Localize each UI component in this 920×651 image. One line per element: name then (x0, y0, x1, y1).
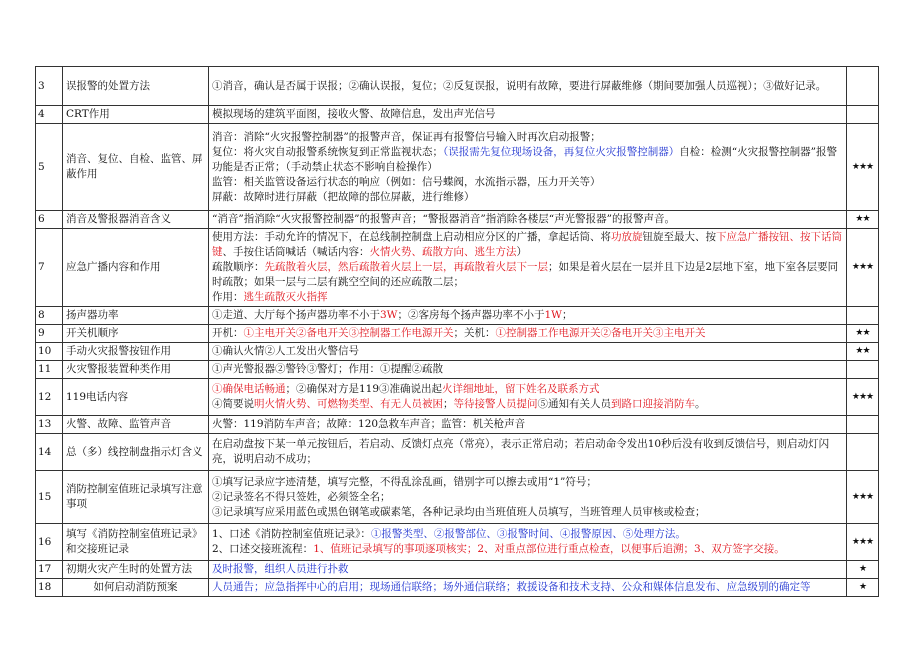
content-line (212, 344, 843, 359)
row-number: 18 (36, 579, 63, 597)
content-line (212, 417, 843, 432)
highlighted-text: （误报需先复位现场设备，再复位火灾报警控制器） (443, 145, 680, 158)
content-line (212, 230, 843, 260)
highlighted-text: 人员通告；应急指挥中心的启用；现场通信联络；场外通信联络；救援设备和技术支持、公众和媒体信息发布、应急级别的确定等 (212, 581, 811, 593)
table-row (36, 124, 879, 211)
row-title: CRT作用 (63, 106, 209, 124)
table-row (36, 579, 879, 597)
highlighted-text: 到路口迎接消防车 (611, 398, 695, 410)
content-line (212, 175, 843, 190)
highlighted-text: 火详细地址，留下姓名及联系方式 (442, 383, 600, 395)
row-title: 填写《消防控制室值班记录》和交接班记录 (63, 524, 209, 561)
table-row (36, 229, 879, 307)
table-row (36, 361, 879, 379)
importance-stars: ★★★ (847, 379, 879, 416)
row-content (209, 524, 847, 561)
row-number: 8 (36, 307, 63, 325)
content-text: ；如果是着火层在一层并且下边是2层地下室，地下室各层要同时疏散；如果一层与二层有跳空空间的还应疏散二层； (212, 261, 839, 288)
importance-stars (847, 361, 879, 379)
table-row (36, 561, 879, 579)
importance-stars (847, 434, 879, 471)
content-line (212, 490, 843, 505)
highlighted-text: ①主电开关②备电开关③控制器工作电源开关 (243, 327, 454, 339)
content-line (212, 527, 843, 542)
row-content (209, 325, 847, 343)
content-text: ①确认火情②人工发出火警信号 (212, 345, 359, 357)
highlighted-text: 1W (544, 309, 562, 321)
highlighted-text: ①报警类型、②报警部位、③报警时间、④报警原因、⑤处理方法。 (370, 528, 686, 540)
row-title: 扬声器功率 (63, 307, 209, 325)
row-title: 误报警的处置方法 (63, 67, 209, 106)
content-line (212, 437, 843, 467)
table-row (36, 307, 879, 325)
content-text: ③记录填写应采用蓝色或黑色钢笔或碳素笔，各种记录均由当班值班人员填写，当班管理人员审核或检查； (212, 505, 706, 518)
content-text: 疏散顺序： (212, 261, 265, 273)
content-line (212, 397, 843, 412)
content-text: “消音”指消除“火灾报警控制器”的报警声音；“警报器消音”指消除各楼层“声光警报器”的报警声音。 (212, 213, 675, 225)
row-content (209, 471, 847, 524)
row-title: 消音、复位、自检、监管、屏蔽作用 (63, 124, 209, 211)
content-line (212, 505, 843, 520)
row-number: 5 (36, 124, 63, 211)
row-content (209, 211, 847, 229)
content-text: ） (516, 246, 527, 258)
table-row (36, 325, 879, 343)
content-text: ②记录签名不得只签姓，必须签全名； (212, 490, 391, 503)
row-title: 119电话内容 (63, 379, 209, 416)
row-number: 10 (36, 343, 63, 361)
importance-stars: ★★ (847, 325, 879, 343)
row-content (209, 124, 847, 211)
importance-stars: ★★★ (847, 471, 879, 524)
row-number: 17 (36, 561, 63, 579)
row-title: 手动火灾报警按钮作用 (63, 343, 209, 361)
content-line (212, 562, 843, 577)
table-row (36, 343, 879, 361)
row-content (209, 106, 847, 124)
content-text: 消音：消除“火灾报警控制器”的报警声音，保证再有报警信号输入时再次启动报警； (212, 130, 601, 143)
highlighted-text: ①控制器工作电源开关②备电开关③主电开关 (495, 327, 706, 339)
row-content (209, 67, 847, 106)
table-row (36, 524, 879, 561)
row-number: 13 (36, 416, 63, 434)
row-number: 14 (36, 434, 63, 471)
highlighted-text: 及时报警，组织人员进行扑救 (212, 563, 349, 575)
row-title: 初期火灾产生时的处置方法 (63, 561, 209, 579)
row-content (209, 343, 847, 361)
content-text: 在启动盘按下某一单元按钮后，若启动、反馈灯点亮（常亮），表示正常启动；若启动命令发出10秒后没有收到反馈信号，则启动灯闪亮，说明启动不成功； (212, 438, 830, 465)
content-line (212, 79, 843, 94)
table-row (36, 211, 879, 229)
safety-knowledge-table (35, 66, 879, 597)
table-row (36, 434, 879, 471)
content-text: ①消音，确认是否属于误报；②确认误报，复位；②反复误报，说明有故障，要进行屏蔽维修（期间要加强人员巡视）；③做好记录。 (212, 79, 827, 92)
content-text: 模拟现场的建筑平面图，接收火警、故障信息，发出声光信号 (212, 108, 496, 120)
content-line (212, 475, 843, 490)
importance-stars (847, 307, 879, 325)
highlighted-text: 明火情火势、可燃物类型、有无人员被困 (254, 398, 443, 410)
table-row (36, 379, 879, 416)
content-line (212, 290, 843, 305)
row-title: 消音及警报器消音含义 (63, 211, 209, 229)
content-line (212, 308, 843, 323)
content-line (212, 145, 843, 175)
content-line (212, 382, 843, 397)
table-row (36, 106, 879, 124)
content-text: ；②客房每个扬声器功率不小于 (397, 309, 545, 321)
content-text: 2、口述交接班流程： (212, 543, 314, 555)
content-text: ①声光警报器②警铃③警灯；作用：①提醒②疏散 (212, 363, 443, 375)
row-number: 7 (36, 229, 63, 307)
row-content (209, 416, 847, 434)
importance-stars: ★ (847, 561, 879, 579)
content-text: ④简要说 (212, 398, 254, 410)
importance-stars: ★★★ (847, 524, 879, 561)
content-text: ； (561, 309, 573, 321)
row-number: 3 (36, 67, 63, 106)
content-line (212, 107, 843, 122)
content-line (212, 190, 843, 205)
content-line (212, 130, 843, 145)
highlighted-text: 3W (380, 309, 398, 321)
content-text: ①填写记录应字迹清楚，填写完整，不得乱涂乱画，错别字可以擦去或用“1”符号； (212, 475, 597, 488)
row-number: 6 (36, 211, 63, 229)
row-content (209, 361, 847, 379)
highlighted-text: 下应急广播按钮、按下话筒键 (212, 231, 842, 258)
importance-stars: ★★ (847, 343, 879, 361)
importance-stars: ★★★ (847, 229, 879, 307)
table-row (36, 67, 879, 106)
row-content (209, 379, 847, 416)
table-row (36, 416, 879, 434)
content-text: ①走道、大厅每个扬声器功率不小于 (212, 309, 380, 321)
row-number: 12 (36, 379, 63, 416)
highlighted-text: 逃生疏散灭火指挥 (243, 291, 328, 303)
content-text: ；②确保对方是119③准确说出起 (285, 383, 443, 395)
content-text: 钮旋至最大、按 (642, 231, 716, 243)
row-number: 15 (36, 471, 63, 524)
content-line (212, 362, 843, 377)
row-content (209, 561, 847, 579)
content-line (212, 326, 843, 341)
content-text: ⑤通知有关人员 (537, 398, 611, 410)
row-number: 11 (36, 361, 63, 379)
content-text: 监管：相关监管设备运行状态的响应（例如：信号蝶阀，水流指示器，压力开关等） (212, 175, 601, 188)
row-content (209, 579, 847, 597)
content-line (212, 212, 843, 227)
row-title: 开关机顺序 (63, 325, 209, 343)
row-title: 应急广播内容和作用 (63, 229, 209, 307)
content-text: 使用方法：手动允许的情况下，在总线制控制盘上启动相应分区的广播，拿起话筒、将 (212, 231, 611, 243)
content-text: 屏蔽：故障时进行屏蔽（把故障的部位屏蔽，进行维修） (212, 190, 475, 203)
content-text: 、手按住话筒喊话（喊话内容： (222, 246, 370, 258)
highlighted-text: 功放旋 (611, 231, 643, 243)
importance-stars (847, 106, 879, 124)
row-title: 如何启动消防预案 (63, 579, 209, 597)
content-text: 作用： (212, 291, 244, 303)
row-number: 9 (36, 325, 63, 343)
row-content (209, 434, 847, 471)
highlighted-text: 1、值班记录填写的事项逐项核实；2、对重点部位进行重点检查，以便事后追溯；3、双方签字交接。 (313, 543, 785, 555)
importance-stars (847, 416, 879, 434)
row-title: 消防控制室值班记录填写注意事项 (63, 471, 209, 524)
highlighted-text: 等待接警人员提问 (453, 398, 538, 410)
importance-stars: ★ (847, 579, 879, 597)
content-text: 。 (695, 398, 706, 410)
content-text: ；关机： (453, 327, 496, 339)
content-text: 自检：检测“火灾报警控制器”报警功能是否正常；（手动禁止状态不影响自检操作） (212, 145, 837, 173)
row-content (209, 307, 847, 325)
content-text: 开机： (212, 327, 244, 339)
content-line (212, 260, 843, 290)
row-title: 火警、故障、监管声音 (63, 416, 209, 434)
importance-stars: ★★★ (847, 124, 879, 211)
row-number: 16 (36, 524, 63, 561)
row-title: 火灾警报装置种类作用 (63, 361, 209, 379)
highlighted-text: 火情火势、疏散方向、逃生方法 (369, 246, 517, 258)
content-text: ； (443, 398, 454, 410)
content-line (212, 580, 843, 595)
row-number: 4 (36, 106, 63, 124)
content-text: 火警：119消防车声音；故障：120急救车声音；监管：机关枪声音 (212, 418, 526, 430)
highlighted-text: ①确保电话畅通 (212, 383, 286, 395)
importance-stars: ★★ (847, 211, 879, 229)
content-text: 复位：将火灾自动报警系统恢复到正常监视状态； (212, 145, 443, 158)
content-text: 1、口述《消防控制室值班记录》： (212, 528, 371, 540)
row-title: 总（多）线控制盘指示灯含义 (63, 434, 209, 471)
content-line (212, 542, 843, 557)
table-row (36, 471, 879, 524)
row-content (209, 229, 847, 307)
importance-stars (847, 67, 879, 106)
highlighted-text: 先疏散着火层，然后疏散着火层上一层，再疏散着火层下一层 (264, 261, 548, 273)
